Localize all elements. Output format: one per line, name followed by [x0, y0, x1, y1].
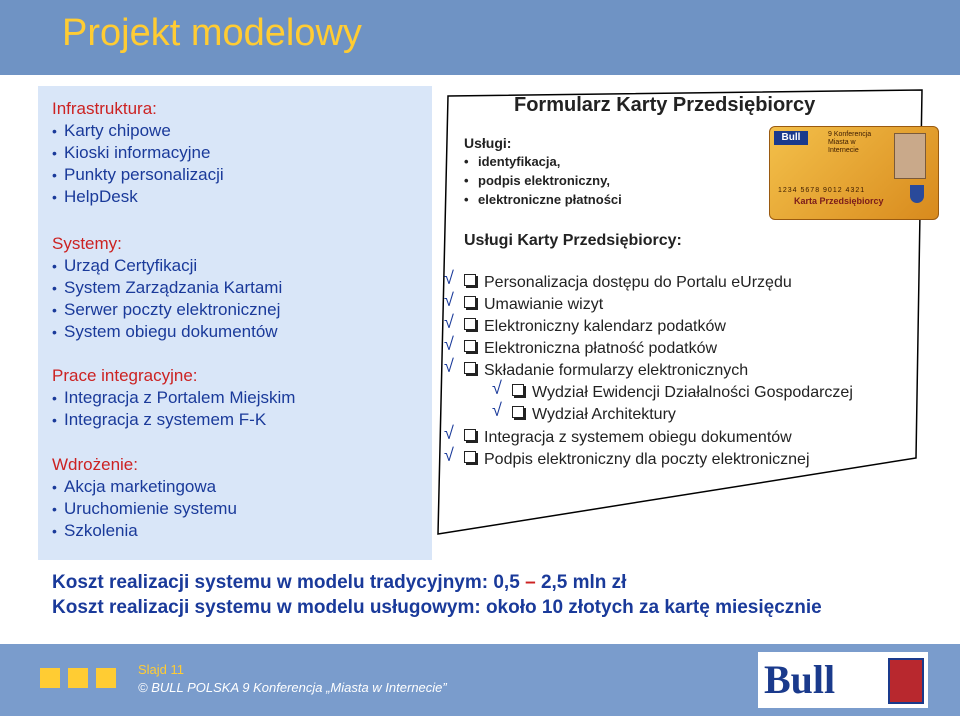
form-title: Formularz Karty Przedsiębiorcy — [514, 94, 816, 116]
list-item: • HelpDesk — [52, 186, 432, 208]
list-item: • Uruchomienie systemu — [52, 498, 432, 520]
checkbox-icon — [464, 318, 476, 330]
check-icon: √ — [444, 312, 454, 332]
service-subitem: √ Wydział Ewidencji Działalności Gospodarczej — [492, 378, 853, 401]
checkbox-icon — [464, 340, 476, 352]
section-infrastructure — [52, 98, 432, 208]
check-icon: √ — [492, 400, 502, 420]
section-integration — [52, 365, 432, 431]
card-numbers: 1234 5678 9012 4321 — [778, 187, 866, 194]
section-heading: Infrastruktura: — [52, 99, 157, 118]
checkbox-icon — [464, 429, 476, 441]
service-item: √ Składanie formularzy elektronicznych — [444, 356, 749, 379]
card-logo: Bull — [774, 131, 808, 145]
section-heading: Systemy: — [52, 234, 122, 253]
checkbox-icon — [464, 362, 476, 374]
uslugi-item: • identyfikacja, — [464, 154, 560, 169]
list-item: • Integracja z Portalem Miejskim — [52, 387, 432, 409]
check-icon: √ — [444, 423, 454, 443]
uslugi-item: • podpis elektroniczny, — [464, 173, 610, 188]
cost-traditional: Koszt realizacji systemu w modelu tradycyjnym: 0,5 – 2,5 mln zł — [52, 572, 627, 593]
list-item: • Punkty personalizacji — [52, 164, 432, 186]
copyright: © BULL POLSKA 9 Konferencja „Miasta w Internecie” — [138, 680, 447, 695]
check-icon: √ — [444, 334, 454, 354]
checkbox-icon — [464, 296, 476, 308]
card-photo — [894, 133, 926, 179]
bull-logo: Bull — [758, 652, 928, 708]
checkbox-icon — [512, 384, 524, 396]
list-item: • Akcja marketingowa — [52, 476, 432, 498]
crest-icon — [888, 658, 924, 704]
section-heading: Wdrożenie: — [52, 455, 138, 474]
checkbox-icon — [512, 406, 524, 418]
card-conference: 9 Konferencja Miasta w Internecie — [828, 131, 872, 154]
services-heading: Usługi Karty Przedsiębiorcy: — [464, 232, 682, 249]
decor-square — [96, 668, 116, 688]
list-item: • Urząd Certyfikacji — [52, 255, 432, 277]
service-item: √ Umawianie wizyt — [444, 290, 604, 313]
decor-square — [40, 668, 60, 688]
service-item: √ Personalizacja dostępu do Portalu eUrzędu — [444, 268, 792, 291]
list-item: • System Zarządzania Kartami — [52, 277, 432, 299]
check-icon: √ — [444, 268, 454, 288]
slide-number: Slajd 11 — [138, 662, 185, 677]
list-item: • Serwer poczty elektronicznej — [52, 299, 432, 321]
check-icon: √ — [492, 378, 502, 398]
list-item: • Kioski informacyjne — [52, 142, 432, 164]
service-subitem: √ Wydział Architektury — [492, 400, 676, 423]
section-deployment — [52, 454, 432, 542]
check-icon: √ — [444, 445, 454, 465]
uslugi-item: • elektroniczne płatności — [464, 192, 622, 207]
checkbox-icon — [464, 274, 476, 286]
crest-icon — [910, 185, 924, 203]
list-item: • Karty chipowe — [52, 120, 432, 142]
checkbox-icon — [464, 451, 476, 463]
section-systems — [52, 233, 432, 343]
service-item: √ Integracja z systemem obiegu dokumentów — [444, 423, 792, 446]
service-item: √ Elektroniczna płatność podatków — [444, 334, 718, 357]
section-heading: Prace integracyjne: — [52, 366, 198, 385]
business-card-image — [769, 126, 939, 220]
service-item: √ Elektroniczny kalendarz podatków — [444, 312, 726, 335]
card-label: Karta Przedsiębiorcy — [794, 196, 884, 206]
slide-title: Projekt modelowy — [62, 12, 362, 54]
uslugi-label: Usługi: — [464, 135, 512, 151]
check-icon: √ — [444, 290, 454, 310]
decor-square — [68, 668, 88, 688]
list-item: • Integracja z systemem F-K — [52, 409, 432, 431]
list-item: • Szkolenia — [52, 520, 432, 542]
check-icon: √ — [444, 356, 454, 376]
cost-service: Koszt realizacji systemu w modelu usługowym: około 10 złotych za kartę miesięcznie — [52, 597, 822, 618]
service-item: √ Podpis elektroniczny dla poczty elektronicznej — [444, 445, 810, 468]
list-item: • System obiegu dokumentów — [52, 321, 432, 343]
